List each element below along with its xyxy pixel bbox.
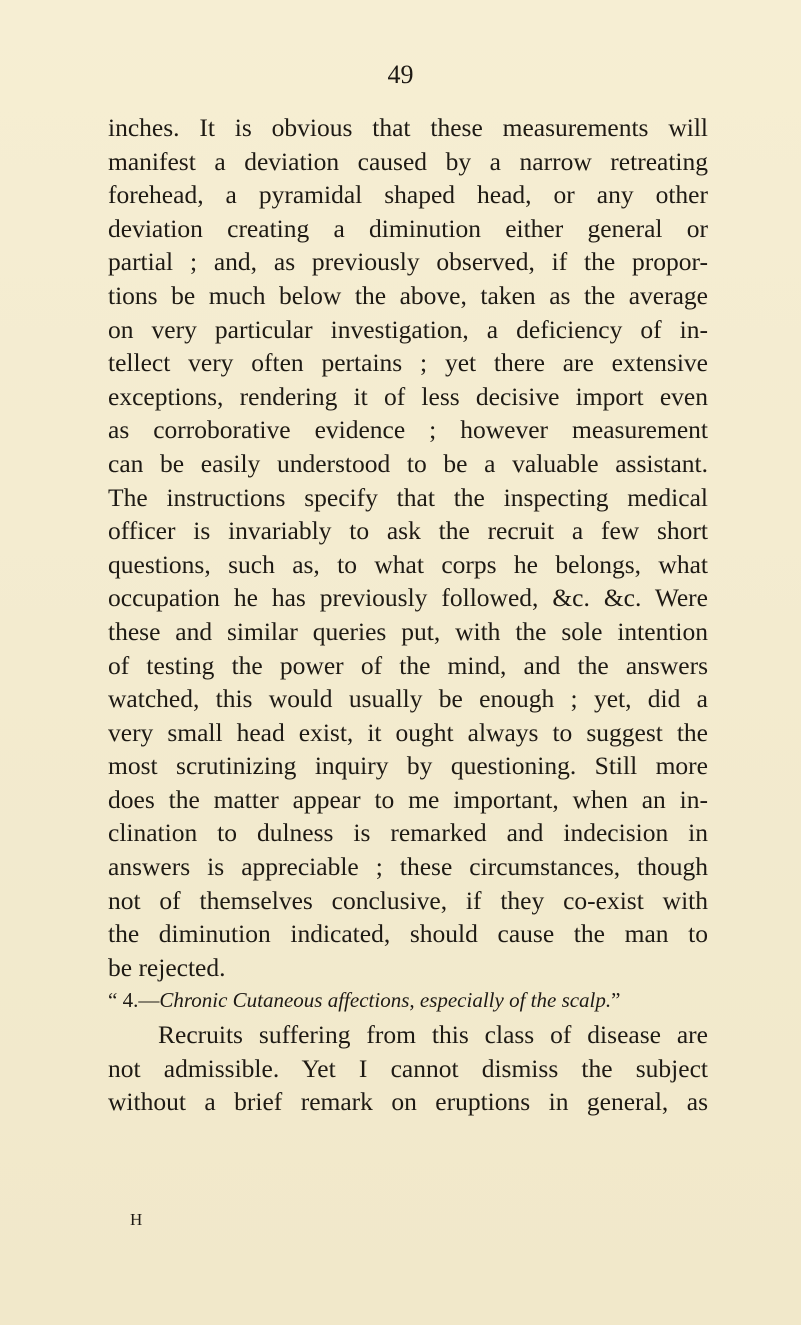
signature-mark: H [130, 1210, 143, 1229]
text-line: without a brief remark on eruptions in general, as [108, 1087, 708, 1117]
text-line: exceptions, rendering it of less decisive import even [108, 381, 708, 411]
text-line: officer is invariably to ask the recruit a few short [108, 516, 708, 546]
text-line: occupation he has previously followed, &c. &c. Were [108, 583, 708, 613]
text-line: as corroborative evidence ; however measurement [108, 415, 708, 445]
text-line: answers is appreciable ; these circumstances, though [108, 852, 708, 882]
text-line: forehead, a pyramidal shaped head, or any other [108, 180, 708, 210]
heading-title: Chronic Cutaneous affections, especially of the scalp. [159, 988, 612, 1013]
text-line: Recruits suffering from this class of disease are [158, 1020, 708, 1050]
text-line: be rejected. [108, 952, 226, 982]
heading-prefix: “ 4.— [108, 988, 160, 1013]
text-line: clination to dulness is remarked and indecision in [108, 818, 708, 848]
text-line: most scrutinizing inquiry by questioning. Still more [108, 751, 708, 781]
text-line: partial ; and, as previously observed, if the propor- [108, 247, 708, 277]
text-line: these and similar queries put, with the sole intention [108, 616, 708, 646]
text-line: on very particular investigation, a deficiency of in- [108, 314, 708, 344]
text-line: questions, such as, to what corps he belongs, what [108, 549, 708, 579]
text-line: not of themselves conclusive, if they co-exist with [108, 885, 708, 915]
section-heading [108, 984, 708, 1018]
text-line: inches. It is obvious that these measurements will [108, 113, 708, 142]
text-line: of testing the power of the mind, and the answers [108, 650, 708, 680]
text-line: watched, this would usually be enough ; yet, did a [108, 684, 708, 714]
text-line: very small head exist, it ought always to suggest the [108, 717, 708, 747]
text-line: can be easily understood to be a valuable assistant. [108, 448, 708, 478]
text-line: deviation creating a diminution either general or [108, 213, 708, 243]
text-line: the diminution indicated, should cause the man to [108, 919, 708, 949]
page-number: 49 [387, 60, 414, 89]
text-line: tellect very often pertains ; yet there are extensive [108, 348, 708, 378]
text-line: manifest a deviation caused by a narrow retreating [108, 146, 708, 176]
text-line: tions be much below the above, taken as the average [108, 280, 708, 310]
text-line: does the matter appear to me important, when an in- [108, 784, 708, 814]
text-line: not admissible. Yet I cannot dismiss the subject [108, 1053, 708, 1083]
text-line: The instructions specify that the inspecting medical [108, 482, 708, 512]
body-text [108, 111, 708, 1119]
heading-suffix: ” [611, 988, 621, 1013]
